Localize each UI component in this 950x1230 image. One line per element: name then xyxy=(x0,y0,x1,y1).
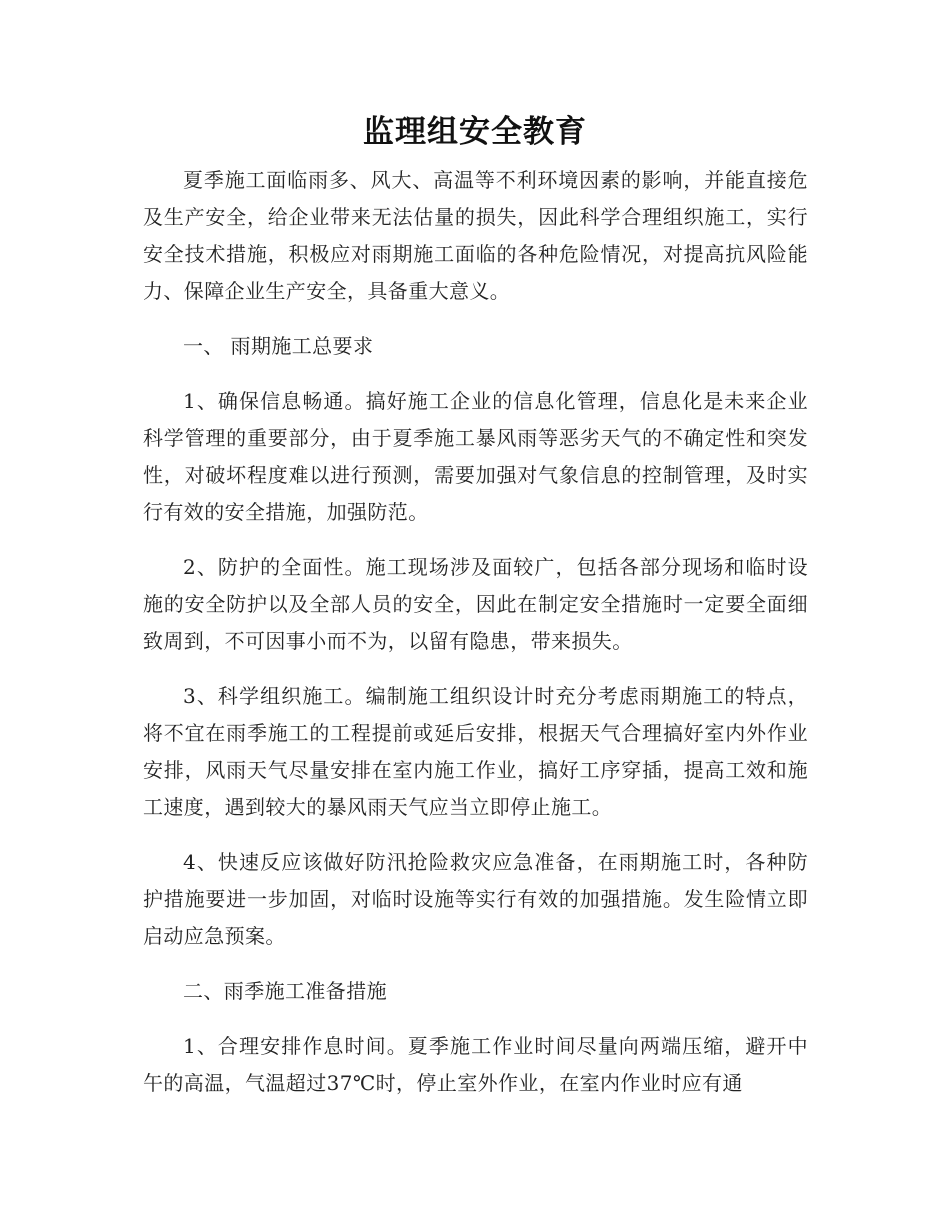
section-1-item-3: 3、科学组织施工。编制施工组织设计时充分考虑雨期施工的特点，将不宜在雨季施工的工程提前或延后安排，根据天气合理搞好室内外作业安排，风雨天气尽量安排在室内施工作业，搞好工序穿插，提高工效和施工速度，遇到较大的暴风雨天气应当立即停止施工。 xyxy=(143,684,808,819)
section-2-heading: 二、雨季施工准备措施 xyxy=(183,979,387,1003)
intro-paragraph: 夏季施工面临雨多、风大、高温等不利环境因素的影响，并能直接危及生产安全，给企业带来无法估量的损失，因此科学合理组织施工，实行安全技术措施，积极应对雨期施工面临的各种危险情况，对提高抗风险能力、保障企业生产安全，具备重大意义。 xyxy=(143,168,808,303)
document-title: 监理组安全教育 xyxy=(363,114,587,150)
section-1-item-1: 1、确保信息畅通。搞好施工企业的信息化管理，信息化是未来企业科学管理的重要部分，由于夏季施工暴风雨等恶劣天气的不确定性和突发性，对破坏程度难以进行预测，需要加强对气象信息的控制管理，及时实行有效的安全措施，加强防范。 xyxy=(143,389,808,524)
section-2-item-1: 1、合理安排作息时间。夏季施工作业时间尽量向两端压缩，避开中午的高温，气温超过37℃时，停止室外作业，在室内作业时应有通 xyxy=(143,1034,808,1095)
section-1-heading: 一、 雨期施工总要求 xyxy=(183,334,374,358)
section-1-item-4: 4、快速反应该做好防汛抢险救灾应急准备，在雨期施工时，各种防护措施要进一步加固，对临时设施等实行有效的加强措施。发生险情立即启动应急预案。 xyxy=(143,850,808,948)
document-body xyxy=(143,162,808,1120)
section-1-item-2: 2、防护的全面性。施工现场涉及面较广，包括各部分现场和临时设施的安全防护以及全部人员的安全，因此在制定安全措施时一定要全面细致周到，不可因事小而不为，以留有隐患，带来损失。 xyxy=(143,555,808,653)
